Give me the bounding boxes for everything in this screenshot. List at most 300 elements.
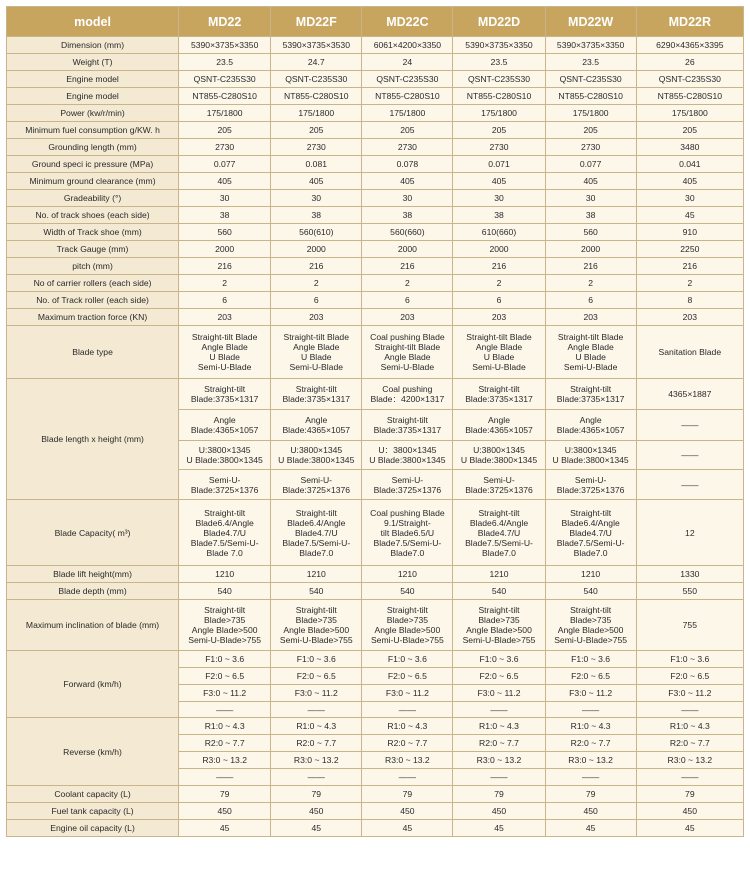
spec-value-line: Angle (305, 415, 328, 425)
spec-value-line: U Blade (209, 352, 240, 362)
spec-row-blade-type (7, 326, 744, 379)
spec-row-blade-length-x-height-mm-1 (7, 379, 744, 410)
spec-value (362, 326, 453, 379)
spec-value-line: Blade7.5/Semi-U- (465, 537, 533, 548)
spec-value: 216 (362, 258, 453, 275)
spec-value: 6 (453, 292, 545, 309)
spec-table (6, 6, 744, 837)
spec-label: Blade depth (mm) (7, 583, 179, 600)
spec-value-line: Straight-tilt (295, 384, 337, 394)
spec-value-line: Straight-tilt Blade (191, 332, 258, 342)
spec-value-line: Angle (488, 415, 510, 425)
spec-value: R1:0 ~ 4.3 (362, 718, 453, 735)
spec-value: F1:0 ~ 3.6 (636, 651, 743, 668)
spec-value-line: Semi-U- (574, 474, 607, 485)
spec-value: 2 (271, 275, 362, 292)
spec-row-maximum-inclination-of-blade-mm (7, 600, 744, 651)
spec-value: 38 (545, 207, 636, 224)
spec-value (271, 410, 362, 441)
spec-value: 2 (636, 275, 743, 292)
spec-value: F3:0 ~ 11.2 (636, 685, 743, 702)
spec-value-line: Blade7.0 (390, 547, 425, 558)
spec-value (362, 600, 453, 651)
spec-value-line: Straight-tilt (386, 605, 428, 615)
spec-value: 175/1800 (271, 105, 362, 122)
spec-label: Weight (T) (7, 54, 179, 71)
spec-value-line: Blade7.5/Semi-U- (556, 537, 625, 548)
spec-label: Reverse (km/h) (7, 718, 179, 786)
spec-row-ground-speci-ic-pressure-mpa (7, 156, 744, 173)
spec-value: —— (179, 769, 271, 786)
spec-label: Engine model (7, 71, 179, 88)
spec-value-line: Straight-tilt (295, 605, 337, 615)
spec-value: 203 (362, 309, 453, 326)
spec-value (545, 470, 636, 500)
spec-value: QSNT-C235S30 (545, 71, 636, 88)
spec-value-line: Blade7.0 (573, 547, 608, 558)
spec-value-line: 9.1/Straight- (383, 517, 431, 528)
spec-value (453, 600, 545, 651)
spec-value (453, 410, 545, 441)
spec-value: 205 (453, 122, 545, 139)
spec-value-line: Semi-U- (208, 474, 241, 485)
model-md22d: MD22D (453, 7, 545, 37)
spec-value: 24.7 (271, 54, 362, 71)
spec-value: 216 (636, 258, 743, 275)
spec-value-line: Straight-tilt (570, 507, 612, 518)
spec-value: F3:0 ~ 11.2 (362, 685, 453, 702)
model-md22r: MD22R (636, 7, 743, 37)
spec-value: F2:0 ~ 6.5 (179, 668, 271, 685)
spec-value-line: Blade>735 (295, 615, 337, 625)
spec-value (545, 326, 636, 379)
spec-value: 2000 (545, 241, 636, 258)
spec-value (453, 441, 545, 470)
spec-value-line: Blade6.4/Angle (195, 517, 254, 528)
spec-value-line: Blade：4200×1317 (370, 394, 445, 404)
spec-value: 450 (362, 803, 453, 820)
spec-value-line: Straight-tilt Blade (374, 342, 441, 352)
spec-value: R3:0 ~ 13.2 (636, 752, 743, 769)
spec-value: F1:0 ~ 3.6 (271, 651, 362, 668)
spec-value-line: Angle Blade (384, 352, 431, 362)
spec-label: No of carrier rollers (each side) (7, 275, 179, 292)
spec-value-line: —— (681, 420, 699, 430)
spec-label: Power (kw/r/min) (7, 105, 179, 122)
spec-value: R1:0 ~ 4.3 (545, 718, 636, 735)
spec-label: Blade length x height (mm) (7, 379, 179, 500)
spec-value: NT855-C280S10 (271, 88, 362, 105)
spec-value: R3:0 ~ 13.2 (453, 752, 545, 769)
spec-value (271, 326, 362, 379)
spec-value: 560 (545, 224, 636, 241)
spec-value (636, 600, 743, 651)
spec-value-line: U:3800×1345 (290, 445, 343, 455)
spec-value: 38 (453, 207, 545, 224)
spec-label: Blade Capacity( m³) (7, 500, 179, 566)
spec-value: NT855-C280S10 (453, 88, 545, 105)
spec-value-line: Blade4.7/U (295, 527, 338, 538)
spec-row-reverse-km-h-1 (7, 718, 744, 735)
spec-value-line: Semi-U-Blade (563, 362, 618, 372)
spec-value-line: U Blade:3800×1345 (278, 455, 355, 465)
spec-value: —— (545, 769, 636, 786)
spec-value-line: Blade>735 (203, 615, 246, 625)
spec-value: 1210 (545, 566, 636, 583)
spec-value: 216 (453, 258, 545, 275)
spec-value-line: Blade7.0 (299, 547, 334, 558)
spec-label: Minimum fuel consumption g/KW. h (7, 122, 179, 139)
spec-value-line: Straight-tilt (386, 415, 428, 425)
spec-value-line: Straight-tilt Blade (283, 332, 349, 342)
spec-value: 205 (271, 122, 362, 139)
spec-row-track-gauge-mm (7, 241, 744, 258)
spec-value: 5390×3735×3350 (179, 37, 271, 54)
spec-value: F2:0 ~ 6.5 (271, 668, 362, 685)
spec-value-line: Semi-U- (483, 474, 515, 485)
spec-value: 2250 (636, 241, 743, 258)
spec-label: No. of track shoes (each side) (7, 207, 179, 224)
spec-value-line: 755 (682, 620, 697, 630)
spec-row-fuel-tank-capacity-l (7, 803, 744, 820)
spec-value: F2:0 ~ 6.5 (362, 668, 453, 685)
spec-value: 550 (636, 583, 743, 600)
spec-value (636, 470, 743, 500)
spec-row-blade-capacity-m (7, 500, 744, 566)
spec-value: 26 (636, 54, 743, 71)
spec-value: 5390×3735×3530 (271, 37, 362, 54)
spec-value: R3:0 ~ 13.2 (545, 752, 636, 769)
spec-value-line: Blade6.4/Angle (469, 517, 529, 528)
spec-value: 2730 (271, 139, 362, 156)
spec-value-line: Semi-U- (391, 474, 424, 485)
spec-row-power-kw-r-min (7, 105, 744, 122)
spec-value: 79 (636, 786, 743, 803)
spec-value-line: Angle (213, 415, 236, 425)
spec-value: R2:0 ~ 7.7 (271, 735, 362, 752)
spec-value: R3:0 ~ 13.2 (179, 752, 271, 769)
spec-value-line: Blade4.7/U (477, 527, 521, 538)
spec-value: 216 (179, 258, 271, 275)
spec-value-line: Blade:3735×1317 (282, 394, 351, 404)
spec-value (362, 441, 453, 470)
spec-value: 79 (179, 786, 271, 803)
spec-value (453, 470, 545, 500)
spec-value: R2:0 ~ 7.7 (362, 735, 453, 752)
spec-label: Maximum inclination of blade (mm) (7, 600, 179, 651)
spec-value-line: Semi-U-Blade>755 (188, 635, 262, 645)
spec-value-line: Coal pushing (382, 384, 433, 394)
spec-value (636, 500, 743, 566)
spec-value: 45 (362, 820, 453, 837)
spec-value-line: Semi-U-Blade>755 (279, 635, 353, 645)
model-md22f: MD22F (271, 7, 362, 37)
spec-value: 1210 (179, 566, 271, 583)
spec-value: 38 (271, 207, 362, 224)
spec-value-line: Semi-U-Blade (380, 362, 435, 372)
spec-value (362, 470, 453, 500)
spec-row-engine-model (7, 88, 744, 105)
spec-value: 540 (271, 583, 362, 600)
spec-value-line: Straight-tilt Blade (466, 332, 532, 342)
spec-value-line: Semi-U-Blade>755 (554, 635, 628, 645)
spec-value: 450 (636, 803, 743, 820)
spec-value: 45 (179, 820, 271, 837)
spec-value (179, 441, 271, 470)
spec-value: NT855-C280S10 (179, 88, 271, 105)
spec-value: 2000 (179, 241, 271, 258)
spec-value-line: Blade:3735×1317 (556, 394, 625, 404)
spec-label: Fuel tank capacity (L) (7, 803, 179, 820)
spec-value-line: Blade6.4/Angle (287, 517, 346, 528)
spec-value-line: Blade:3725×1376 (373, 484, 442, 495)
spec-value: 175/1800 (362, 105, 453, 122)
spec-value: —— (453, 769, 545, 786)
spec-value-line: Straight-tilt (478, 384, 520, 394)
spec-value (179, 470, 271, 500)
spec-label: Coolant capacity (L) (7, 786, 179, 803)
spec-value-line: Angle Blade (567, 342, 614, 352)
spec-value: 2730 (362, 139, 453, 156)
spec-value: 45 (545, 820, 636, 837)
header-row (7, 7, 744, 37)
spec-value: 30 (271, 190, 362, 207)
spec-value: R1:0 ~ 4.3 (453, 718, 545, 735)
spec-value: F1:0 ~ 3.6 (362, 651, 453, 668)
spec-value (271, 379, 362, 410)
spec-value: 405 (636, 173, 743, 190)
spec-value: R1:0 ~ 4.3 (179, 718, 271, 735)
spec-value: 0.041 (636, 156, 743, 173)
spec-value: 6 (362, 292, 453, 309)
spec-value: F2:0 ~ 6.5 (545, 668, 636, 685)
spec-value: F1:0 ~ 3.6 (453, 651, 545, 668)
spec-value-line: Blade4.7/U (569, 527, 612, 538)
spec-value: 405 (545, 173, 636, 190)
spec-value (179, 326, 271, 379)
spec-value: 45 (453, 820, 545, 837)
spec-label: pitch (mm) (7, 258, 179, 275)
spec-value: 2 (545, 275, 636, 292)
spec-value: QSNT-C235S30 (362, 71, 453, 88)
spec-label: Dimension (mm) (7, 37, 179, 54)
spec-value-line: Blade:4365×1057 (556, 425, 625, 435)
spec-value: 79 (271, 786, 362, 803)
spec-value-line: Straight-tilt (204, 605, 246, 615)
spec-value: 1210 (453, 566, 545, 583)
spec-value: 2730 (545, 139, 636, 156)
spec-value-line: —— (681, 450, 699, 460)
model-header: model (7, 7, 179, 37)
spec-value: 2 (362, 275, 453, 292)
spec-value: 203 (453, 309, 545, 326)
spec-value: 23.5 (453, 54, 545, 71)
spec-value (271, 600, 362, 651)
spec-label: Engine model (7, 88, 179, 105)
spec-value: 910 (636, 224, 743, 241)
spec-value: 205 (545, 122, 636, 139)
spec-value (545, 379, 636, 410)
spec-value: 1210 (271, 566, 362, 583)
spec-value: QSNT-C235S30 (453, 71, 545, 88)
spec-value: —— (179, 702, 271, 718)
spec-value-line: Angle Blade (475, 342, 523, 352)
spec-value: 24 (362, 54, 453, 71)
spec-value: 540 (453, 583, 545, 600)
spec-value: NT855-C280S10 (636, 88, 743, 105)
spec-row-engine-oil-capacity-l (7, 820, 744, 837)
spec-value (545, 410, 636, 441)
spec-row-no-of-track-shoes-each-side (7, 207, 744, 224)
spec-value: NT855-C280S10 (362, 88, 453, 105)
spec-value: F2:0 ~ 6.5 (453, 668, 545, 685)
spec-value: 216 (271, 258, 362, 275)
spec-value-line: U Blade (300, 352, 332, 362)
spec-label: Blade lift height(mm) (7, 566, 179, 583)
spec-value-line: Blade 7.0 (206, 547, 243, 558)
spec-value-line: U Blade:3800×1345 (460, 455, 538, 465)
spec-value-line: —— (681, 479, 699, 490)
spec-value-line: U:3800×1345 (198, 445, 251, 455)
spec-row-no-of-carrier-rollers-each-side (7, 275, 744, 292)
spec-value (453, 379, 545, 410)
spec-value: 2000 (271, 241, 362, 258)
spec-value (271, 500, 362, 566)
spec-value: F2:0 ~ 6.5 (636, 668, 743, 685)
spec-value (453, 500, 545, 566)
spec-value: 175/1800 (453, 105, 545, 122)
spec-label: Gradeability (°) (7, 190, 179, 207)
spec-value-line: Straight-tilt (204, 507, 246, 518)
spec-value: 175/1800 (545, 105, 636, 122)
spec-value (362, 379, 453, 410)
spec-value: 216 (545, 258, 636, 275)
spec-label: Maximum traction force (KN) (7, 309, 179, 326)
spec-value-line: Blade6.4/Angle (561, 517, 620, 528)
spec-value-line: Straight-tilt (478, 507, 520, 518)
spec-value (636, 441, 743, 470)
spec-value: QSNT-C235S30 (636, 71, 743, 88)
spec-value-line: Straight-tilt (478, 605, 520, 615)
spec-value: 0.081 (271, 156, 362, 173)
spec-value: 79 (545, 786, 636, 803)
spec-label: Minimum ground clearance (mm) (7, 173, 179, 190)
spec-value: 38 (362, 207, 453, 224)
spec-value: 2730 (179, 139, 271, 156)
spec-value (545, 441, 636, 470)
spec-value (179, 410, 271, 441)
spec-value: 6 (179, 292, 271, 309)
spec-value-line: Straight-tilt (204, 384, 246, 394)
spec-value: F3:0 ~ 11.2 (179, 685, 271, 702)
spec-value: 405 (179, 173, 271, 190)
spec-value: 30 (636, 190, 743, 207)
spec-value (636, 410, 743, 441)
spec-value: 6061×4200×3350 (362, 37, 453, 54)
spec-value-line: U：3800×1345 (378, 445, 437, 455)
spec-value-line: U Blade (575, 352, 606, 362)
spec-value-line: Semi-U-Blade (472, 362, 526, 372)
spec-value: 610(660) (453, 224, 545, 241)
spec-value-line: Straight-tilt (570, 605, 612, 615)
spec-value: F1:0 ~ 3.6 (545, 651, 636, 668)
spec-value-line: Blade>735 (569, 615, 612, 625)
spec-value: —— (453, 702, 545, 718)
spec-value: 30 (545, 190, 636, 207)
spec-value-line: Angle Blade (201, 342, 248, 352)
spec-value: —— (545, 702, 636, 718)
spec-value: 205 (636, 122, 743, 139)
spec-label: Engine oil capacity (L) (7, 820, 179, 837)
spec-value-line: Straight-tilt Blade (557, 332, 624, 342)
spec-value (545, 500, 636, 566)
spec-row-engine-model (7, 71, 744, 88)
spec-value: 405 (362, 173, 453, 190)
spec-value: 450 (545, 803, 636, 820)
spec-row-no-of-track-roller-each-side (7, 292, 744, 309)
spec-row-forward-km-h-1 (7, 651, 744, 668)
spec-value: 450 (453, 803, 545, 820)
spec-value: 450 (271, 803, 362, 820)
spec-row-pitch-mm (7, 258, 744, 275)
spec-value: R3:0 ~ 13.2 (271, 752, 362, 769)
spec-value-line: U Blade:3800×1345 (369, 455, 446, 465)
spec-value: 175/1800 (179, 105, 271, 122)
spec-value-line: Blade7.5/Semi-U- (190, 537, 259, 548)
spec-value: 560 (179, 224, 271, 241)
spec-value: 205 (362, 122, 453, 139)
spec-value: 203 (636, 309, 743, 326)
spec-row-weight-t (7, 54, 744, 71)
spec-value-line: Angle Blade>500 (283, 625, 350, 635)
spec-value: 560(610) (271, 224, 362, 241)
spec-value-line: Blade:3725×1376 (556, 484, 625, 495)
spec-value: R2:0 ~ 7.7 (453, 735, 545, 752)
spec-value: 23.5 (179, 54, 271, 71)
spec-value-line: Blade:4365×1057 (282, 425, 351, 435)
spec-value: 1330 (636, 566, 743, 583)
spec-value: 23.5 (545, 54, 636, 71)
spec-value: 2 (453, 275, 545, 292)
spec-value-line: Blade7.5/Semi-U- (373, 537, 442, 548)
spec-value-line: Blade7.0 (482, 547, 516, 558)
spec-value: NT855-C280S10 (545, 88, 636, 105)
spec-label: Grounding length (mm) (7, 139, 179, 156)
spec-table-header (7, 7, 744, 37)
spec-value: 6 (271, 292, 362, 309)
spec-row-coolant-capacity-l (7, 786, 744, 803)
spec-value: 0.078 (362, 156, 453, 173)
spec-row-width-of-track-shoe-mm (7, 224, 744, 241)
spec-value: R2:0 ~ 7.7 (636, 735, 743, 752)
spec-value-line: Angle Blade>500 (557, 625, 624, 635)
spec-value: 203 (179, 309, 271, 326)
spec-value: 5390×3735×3350 (453, 37, 545, 54)
spec-value: F3:0 ~ 11.2 (453, 685, 545, 702)
spec-value: 175/1800 (636, 105, 743, 122)
spec-value: 38 (179, 207, 271, 224)
spec-value-line: Blade4.7/U (203, 527, 246, 538)
spec-value: 540 (179, 583, 271, 600)
spec-value: 2 (179, 275, 271, 292)
spec-value: 540 (545, 583, 636, 600)
spec-value (453, 326, 545, 379)
spec-value-line: Semi-U-Blade (289, 362, 344, 372)
spec-value-line: Sanitation Blade (658, 347, 722, 357)
spec-value: 5390×3735×3350 (545, 37, 636, 54)
spec-value (271, 441, 362, 470)
spec-value: 205 (179, 122, 271, 139)
